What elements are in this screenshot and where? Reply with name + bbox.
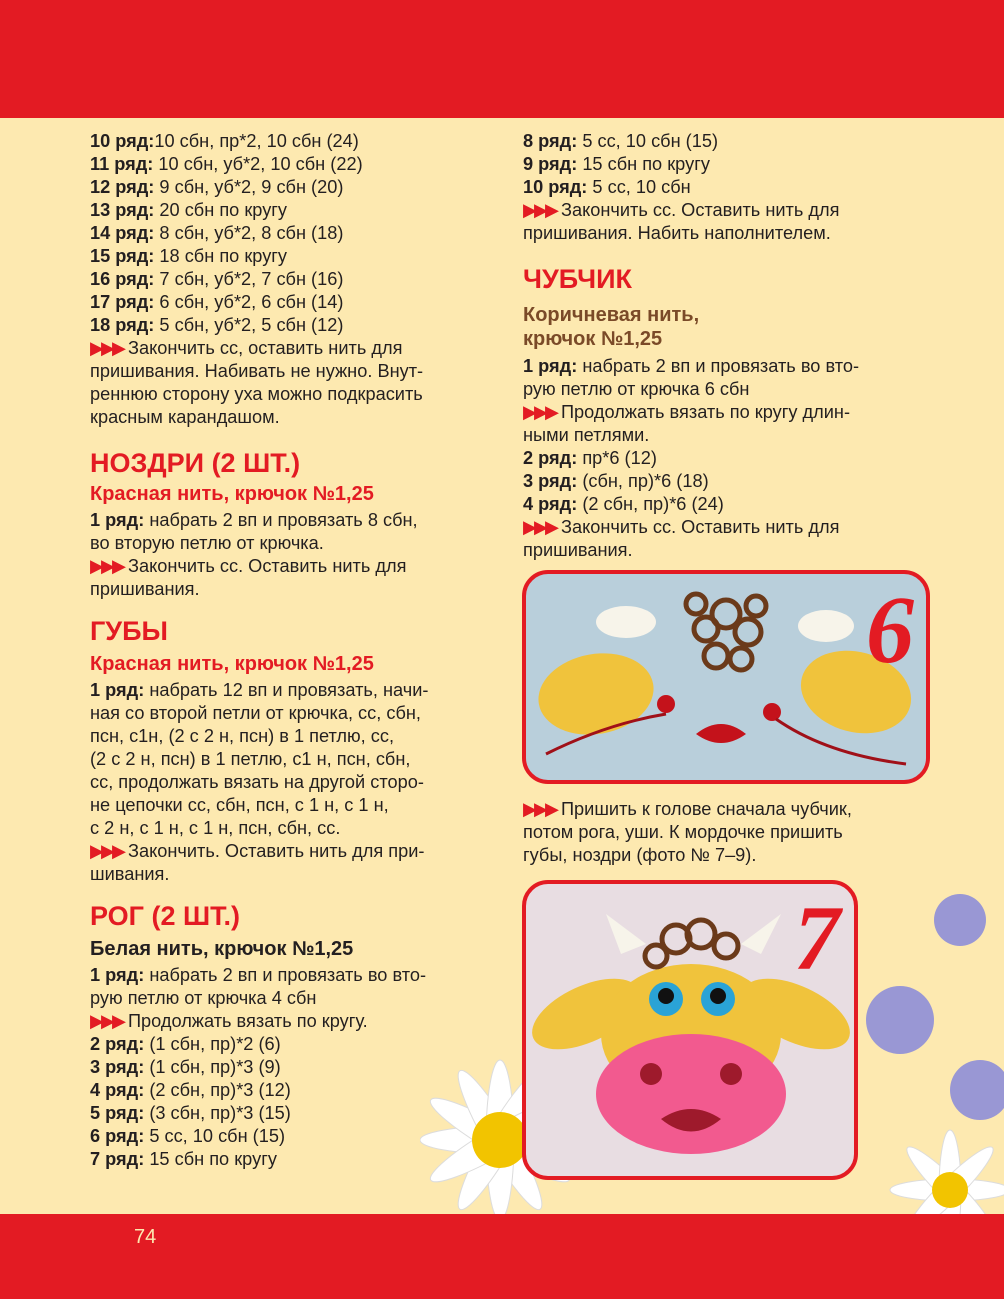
ear-note: ▶▶▶ Закончить сс, оставить нить для пришивания. Набивать не нужно. Внут- реннюю сторону уха можно подкрасить красным карандашом. xyxy=(90,338,424,427)
right-horn-shape xyxy=(798,610,854,642)
row-line: 3 ряд: (сбн, пр)*6 (18) xyxy=(523,471,709,491)
arrows-icon: ▶▶▶ xyxy=(523,402,556,422)
photo-7-number: 7 xyxy=(794,887,840,989)
left-ear-shape xyxy=(532,645,660,744)
left-column: 10 ряд:10 сбн, пр*2, 10 сбн (24) 11 ряд: 10 сбн, уб*2, 10 сбн (22) 12 ряд: 9 сбн, уб*2, 9 сбн (20) 13 ряд: 20 сбн по кругу 14 ряд: 8 сбн, уб*2, 8 сбн (18) 15 ряд: 18 сбн по кругу 16 ряд: 7 сбн, уб*2, 7 сбн (16) 17 ряд: 6 сбн, уб*2, 6 сбн (14) 18 ряд: 5 сбн, уб*2, 5 сбн (12) ▶▶▶ Закончить сс, оставить нить для пришивания. Набивать не нужно. Внут- реннюю сторону уха можно подкрасить красным карандашом. НОЗДРИ (2 ШТ.) Красная нить, крючок №1,25 1 ряд: набрать 2 вп и провязать 8 сбн, во вторую петлю от крючка. ▶▶▶ Закончить сс. Оставить нить для пришивания. ГУБЫ Красная нить, крючок №1,25 1 ряд: набрать 12 вп и провязать, начи- ная со второй петли от крючка, сс, сбн, псн, с1н, (2 с 2 н, псн) в 1 петлю, сс, (2 с 2 н, псн) в 1 петлю, с1 н, псн, сбн, сс, продолжать вязать на другой сторо- не цепочки сс, сбн, псн, с 1 н, с 1 н, с 2 н, с 1 н, с 1 н, псн, сбн, сс. ▶▶▶ Закончить. Оставить нить для при- шивания. РОГ (2 ШТ.) Белая нить, крючок №1,25 1 ряд: набрать 2 вп и провязать во вто- рую петлю от крючка 4 сбн ▶▶▶ Продолжать вязать по кругу. 2 ряд: (1 сбн, пр)*2 (6) 3 ряд: (1 сбн, пр)*3 (9) 4 ряд: (2 сбн, пр)*3 (12) 5 ряд: (3 сбн, пр)*3 (15) 6 ряд: 5 сс, 10 сбн (15) 7 ряд: 15 сбн по кругу xyxy=(90,130,495,1171)
row-line: 5 ряд: (3 сбн, пр)*3 (15) xyxy=(90,1103,291,1123)
row-line: 1 ряд: набрать 2 вп и провязать во вто- xyxy=(523,356,860,376)
top-red-band xyxy=(0,0,1004,118)
nostril-right-shape xyxy=(763,703,781,721)
arrows-icon: ▶▶▶ xyxy=(90,841,123,861)
row-line: 1 ряд: набрать 12 вп и провязать, начи- xyxy=(90,680,429,700)
row-line: 4 ряд: (2 сбн, пр)*3 (12) xyxy=(90,1080,291,1100)
arrows-icon: ▶▶▶ xyxy=(523,517,556,537)
row-line: 7 ряд: 15 сбн по кругу xyxy=(90,1149,277,1169)
row-line: 2 ряд: (1 сбн, пр)*2 (6) xyxy=(90,1034,281,1054)
row-line: 15 ряд: 18 сбн по кругу xyxy=(90,246,288,266)
section-title-horn: РОГ (2 ШТ.) xyxy=(90,901,241,931)
right-horn-shape xyxy=(741,914,781,954)
row-line: 16 ряд: 7 сбн, уб*2, 7 сбн (16) xyxy=(90,269,344,289)
right-column: 8 ряд: 5 сс, 10 сбн (15) 9 ряд: 15 сбн по кругу 10 ряд: 5 сс, 10 сбн ▶▶▶ Закончить сс. Оставить нить для пришивания. Набить наполнителем. ЧУБЧИК Коричневая нить, крючок №1,25 1 ряд: набрать 2 вп и провязать во вто- рую петлю от крючка 6 сбн ▶▶▶ Продолжать вязать по кругу длин- ными петлями. 2 ряд: пр*6 (12) 3 ряд: (сбн, пр)*6 (18) 4 ряд: (2 сбн, пр)*6 (24) ▶▶▶ Закончить сс. Оставить нить для пришивания. xyxy=(523,130,923,562)
row-line: 1 ряд: набрать 2 вп и провязать во вто- xyxy=(90,965,427,985)
row-line: 12 ряд: 9 сбн, уб*2, 9 сбн (20) xyxy=(90,177,344,197)
photo-6-number: 6 xyxy=(866,576,914,683)
nostril-right-shape xyxy=(720,1063,742,1085)
muzzle-shape xyxy=(596,1034,786,1154)
section-title-lips: ГУБЫ xyxy=(90,616,168,646)
section-subtitle-nostrils: Красная нить, крючок №1,25 xyxy=(90,483,374,505)
section-subtitle-horn: Белая нить, крючок №1,25 xyxy=(90,938,354,960)
row-line: 10 ряд: 5 сс, 10 сбн xyxy=(523,177,691,197)
nostril-left-shape xyxy=(640,1063,662,1085)
row-line: 14 ряд: 8 сбн, уб*2, 8 сбн (18) xyxy=(90,223,344,243)
chicory-flower xyxy=(866,894,1004,1120)
section-subtitle-lips: Красная нить, крючок №1,25 xyxy=(90,653,374,675)
row-line: 10 ряд:10 сбн, пр*2, 10 сбн (24) xyxy=(90,131,359,151)
photo-6 xyxy=(522,570,930,784)
forelock-curls xyxy=(645,920,738,967)
forelock-curls xyxy=(686,594,766,670)
arrows-icon: ▶▶▶ xyxy=(523,200,556,220)
arrows-icon: ▶▶▶ xyxy=(90,338,123,358)
row-line: 17 ряд: 6 сбн, уб*2, 6 сбн (14) xyxy=(90,292,344,312)
page-number: 74 xyxy=(134,1226,157,1248)
ear-rows xyxy=(90,130,495,337)
arrows-icon: ▶▶▶ xyxy=(90,556,123,576)
row-line: 2 ряд: пр*6 (12) xyxy=(523,448,657,468)
row-line: 11 ряд: 10 сбн, уб*2, 10 сбн (22) xyxy=(90,154,363,174)
section-subtitle-forelock: Коричневая нить, xyxy=(523,304,700,326)
arrows-icon: ▶▶▶ xyxy=(90,1011,123,1031)
row-line: 3 ряд: (1 сбн, пр)*3 (9) xyxy=(90,1057,281,1077)
daisy-flower-small xyxy=(890,1130,1004,1220)
row-line: 18 ряд: 5 сбн, уб*2, 5 сбн (12) xyxy=(90,315,344,335)
lips-shape xyxy=(696,724,746,743)
left-horn-shape xyxy=(606,914,646,954)
row-line: 4 ряд: (2 сбн, пр)*6 (24) xyxy=(523,494,724,514)
nostril-left-shape xyxy=(657,695,675,713)
row-line: 9 ряд: 15 сбн по кругу xyxy=(523,154,710,174)
section-title-forelock: ЧУБЧИК xyxy=(523,264,633,294)
photo-7 xyxy=(522,880,858,1180)
row-line: 8 ряд: 5 сс, 10 сбн (15) xyxy=(523,131,719,151)
row-line: 1 ряд: набрать 2 вп и провязать 8 сбн, xyxy=(90,510,418,530)
arrows-icon: ▶▶▶ xyxy=(523,799,556,819)
row-line: 6 ряд: 5 сс, 10 сбн (15) xyxy=(90,1126,286,1146)
assembly-note: ▶▶▶ Пришить к голове сначала чубчик, потом рога, уши. К мордочке пришить губы, ноздри (фото № 7–9). xyxy=(523,799,852,865)
section-subtitle-forelock-2: крючок №1,25 xyxy=(523,328,663,350)
left-horn-shape xyxy=(596,606,656,638)
section-title-nostrils: НОЗДРИ (2 ШТ.) xyxy=(90,448,301,478)
row-line: 13 ряд: 20 сбн по кругу xyxy=(90,200,288,220)
